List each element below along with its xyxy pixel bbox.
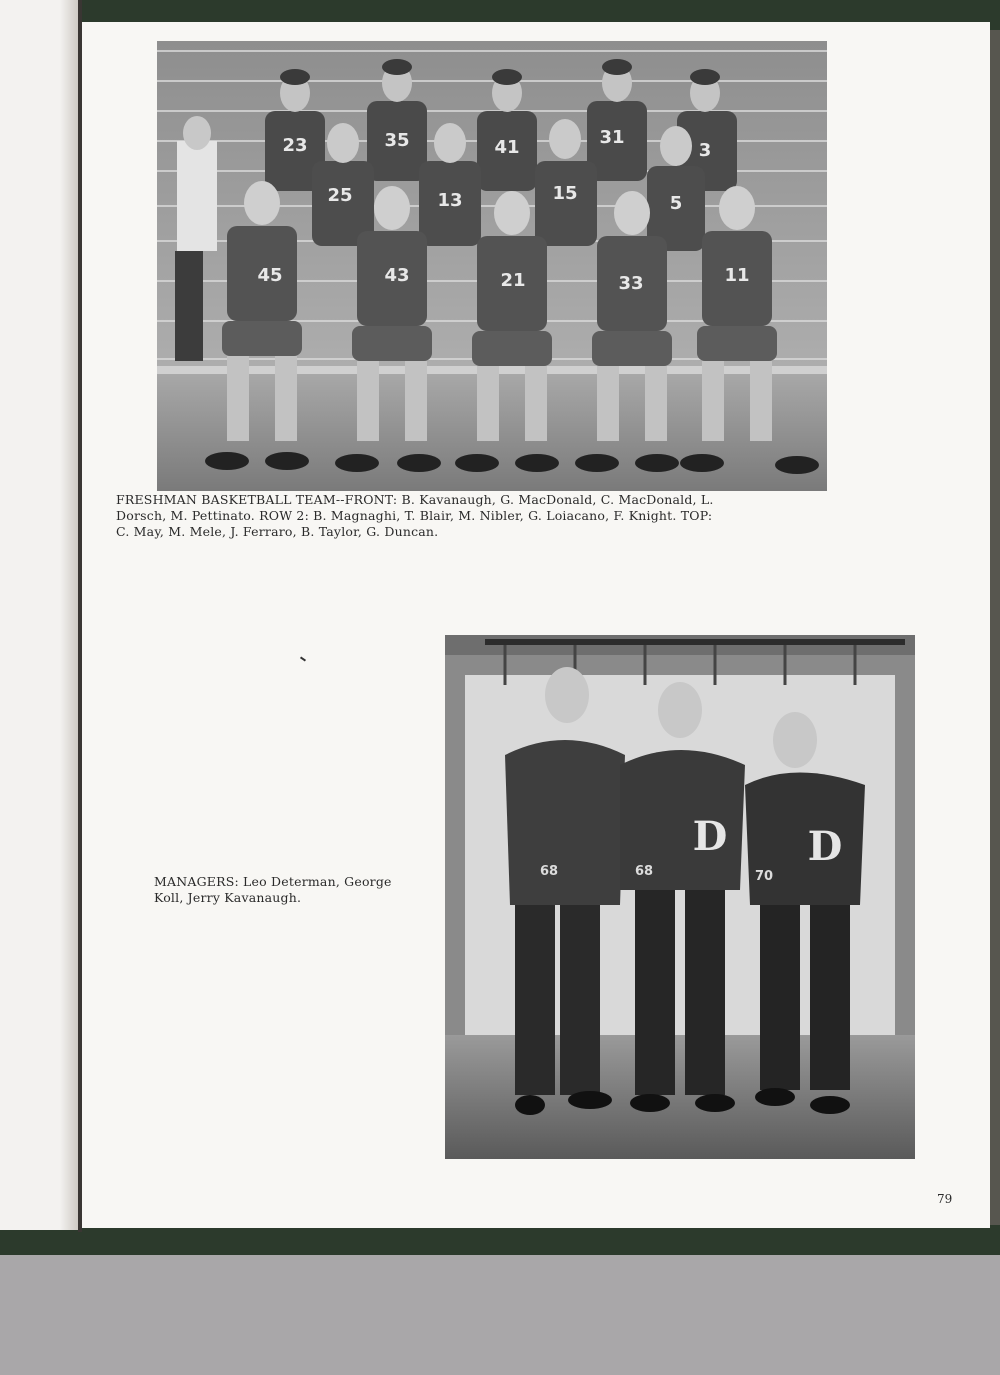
jersey-number: 11 (724, 265, 750, 286)
sweater-number: 68 (540, 864, 559, 879)
page-number: 79 (937, 1192, 953, 1206)
jersey-number: 21 (500, 270, 526, 291)
sweater-letter: D (807, 823, 843, 870)
jersey-number: 35 (384, 130, 410, 151)
jersey-number: 5 (669, 193, 683, 214)
jersey-number: 31 (599, 127, 625, 148)
managers-photo (445, 635, 915, 1159)
sweater-number: 68 (635, 864, 654, 879)
sweater-number: 70 (755, 869, 774, 884)
team-photo (157, 41, 827, 491)
left-page-edge (0, 0, 78, 1230)
jersey-number: 23 (282, 135, 308, 156)
sweater-letter: D (692, 813, 728, 860)
right-page-stack (990, 30, 1000, 1225)
stray-mark (300, 656, 306, 661)
managers-caption: MANAGERS: Leo Determan, George Koll, Jerry Kavanaugh. (154, 874, 392, 905)
jersey-number: 13 (437, 190, 463, 211)
team-caption: FRESHMAN BASKETBALL TEAM--FRONT: B. Kavanaugh, G. MacDonald, C. MacDonald, L. Dorsch, M. Pettinato. ROW 2: B. Magnaghi, T. Blair, M. Nibler, G. Loiacano, F. Knight. TOP: C. May, M. Mele, J. Ferraro, B. Taylor, G. Duncan. (116, 492, 714, 539)
yearbook-page (82, 22, 990, 1228)
jersey-number: 15 (552, 183, 578, 204)
jersey-number: 43 (384, 265, 410, 286)
jersey-number: 25 (327, 185, 353, 206)
jersey-number: 33 (618, 273, 644, 294)
jersey-number: 41 (494, 137, 520, 158)
jersey-number: 45 (257, 265, 283, 286)
jersey-number: 3 (698, 140, 712, 161)
